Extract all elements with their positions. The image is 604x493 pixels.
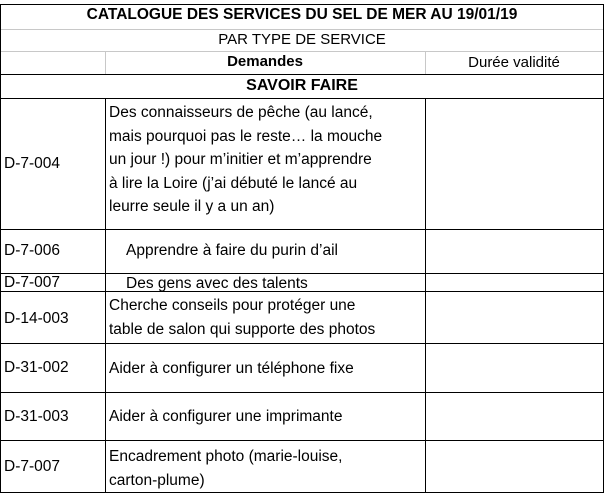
description-line: Cherche conseils pour protéger une: [109, 297, 356, 314]
description-line: carton-plume): [109, 471, 205, 489]
description-line: un jour !) pour m’initier et m’apprendre: [109, 151, 372, 169]
row-code: D-7-007: [4, 274, 60, 291]
row-description: [126, 239, 426, 263]
row-description: [109, 405, 427, 429]
row-description: [109, 294, 427, 341]
grid-line: [0, 51, 604, 52]
row-code: D-31-003: [4, 408, 69, 425]
description-line: à lire la Loire (j’ai débuté le lancé au: [109, 174, 358, 192]
row-code: D-7-006: [4, 242, 60, 259]
grid-line: [0, 392, 604, 393]
grid-line: [0, 343, 604, 344]
description-line: leurre seule il y a un an): [109, 198, 275, 216]
description-line: Apprendre à faire du purin d’ail: [126, 242, 338, 259]
description-line: Des connaisseurs de pêche (au lancé,: [109, 104, 373, 121]
grid-line: [0, 4, 604, 5]
row-code: D-7-007: [4, 458, 60, 475]
column-header-demandes: Demandes: [227, 53, 303, 70]
page-subtitle: PAR TYPE DE SERVICE: [218, 31, 386, 48]
description-line: Aider à configurer un téléphone fixe: [109, 360, 354, 377]
row-description: [109, 101, 427, 219]
row-code: D-31-002: [4, 359, 69, 376]
column-header-duree: Durée validité: [468, 54, 560, 71]
grid-line: [0, 98, 604, 99]
description-line: Encadrement photo (marie-louise,: [109, 448, 343, 465]
grid-line: [0, 74, 604, 75]
grid-line: [105, 98, 106, 492]
grid-line: [0, 29, 604, 30]
grid-line: [0, 440, 604, 441]
description-line: Aider à configurer une imprimante: [109, 408, 343, 425]
description-line: mais pourquoi pas le reste… la mouche: [109, 127, 383, 145]
section-title: SAVOIR FAIRE: [246, 77, 358, 94]
row-code: D-14-003: [4, 310, 69, 327]
row-description: [109, 445, 427, 492]
description-line: Des gens avec des talents: [126, 275, 308, 292]
description-line: table de salon qui supporte des photos: [109, 320, 376, 338]
row-code: D-7-004: [4, 155, 60, 172]
row-description: [109, 357, 427, 381]
page-title: CATALOGUE DES SERVICES DU SEL DE MER AU 19/01/19: [86, 6, 518, 23]
row-description: [126, 272, 426, 296]
grid-line: [0, 229, 604, 230]
